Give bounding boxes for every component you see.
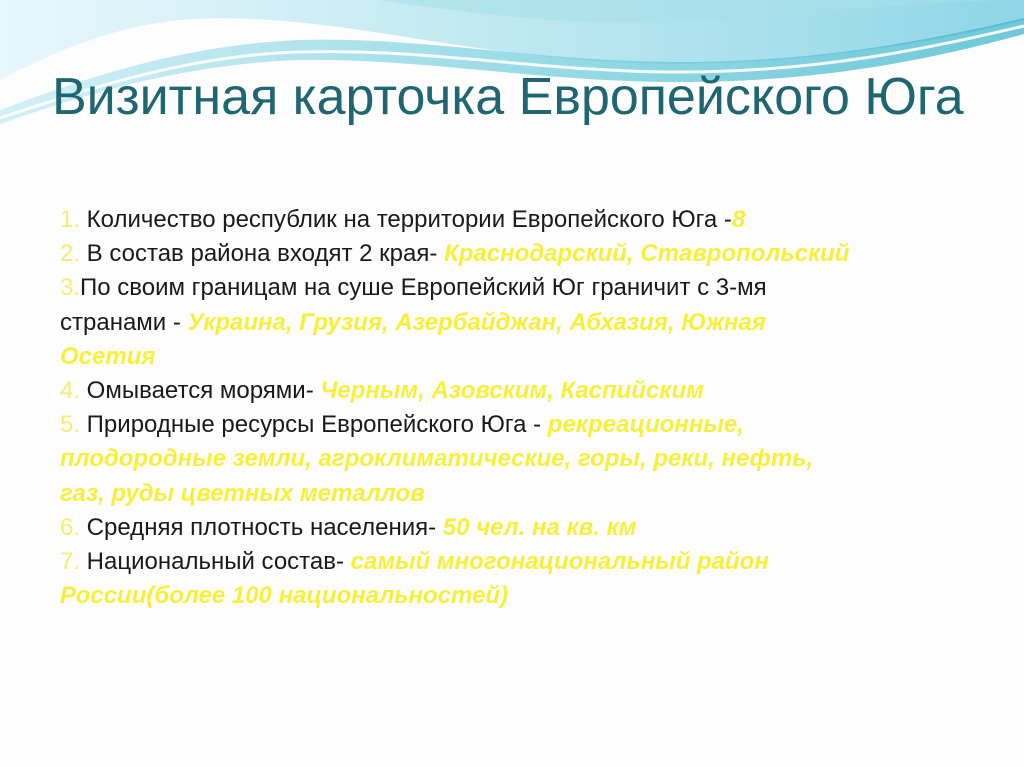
list-item bbox=[60, 203, 860, 237]
list-item bbox=[60, 545, 860, 613]
item-text: Национальный состав- bbox=[80, 548, 351, 576]
item-number: 6. bbox=[60, 513, 81, 541]
item-number: 7. bbox=[60, 548, 81, 576]
item-highlight: рекреационные, плодородные земли, агроклиматические, горы, реки, нефть, газ, руды цветных металлов bbox=[60, 411, 814, 507]
item-highlight: Черным, Азовским, Каспийским bbox=[320, 377, 704, 405]
list-item bbox=[60, 237, 860, 271]
item-highlight: самый многонациональный район России(более 100 национальностей) bbox=[60, 548, 769, 610]
item-number: 3. bbox=[60, 274, 81, 302]
item-text: В состав района входят 2 края- bbox=[80, 240, 445, 268]
list-item bbox=[60, 408, 860, 511]
item-text: Омывается морями- bbox=[80, 377, 321, 405]
item-number: 1. bbox=[60, 206, 81, 233]
item-text: Количество республик на территории Европейского Юга - bbox=[80, 206, 732, 233]
item-highlight: Украина, Грузия, Азербайджан, Абхазия, Южная Осетия bbox=[60, 308, 766, 370]
item-text: Природные ресурсы Европейского Юга - bbox=[80, 411, 548, 439]
item-highlight: Краснодарский, Ставропольский bbox=[444, 240, 850, 268]
item-number: 5. bbox=[60, 411, 81, 439]
item-number: 2. bbox=[60, 240, 81, 268]
item-text: Средняя плотность населения- bbox=[80, 513, 443, 541]
item-highlight: 8 bbox=[731, 206, 746, 233]
item-number: 4. bbox=[60, 377, 81, 405]
slide-content bbox=[60, 203, 860, 613]
slide-title: Визитная карточка Европейского Юга bbox=[52, 68, 964, 126]
list-item bbox=[60, 374, 860, 408]
item-highlight: 50 чел. на кв. км bbox=[442, 513, 637, 541]
list-item bbox=[60, 511, 860, 545]
list-item bbox=[60, 271, 860, 374]
item-text: По своим границам на суше Европейский Юг граничит с 3-мя странами - bbox=[60, 274, 767, 336]
